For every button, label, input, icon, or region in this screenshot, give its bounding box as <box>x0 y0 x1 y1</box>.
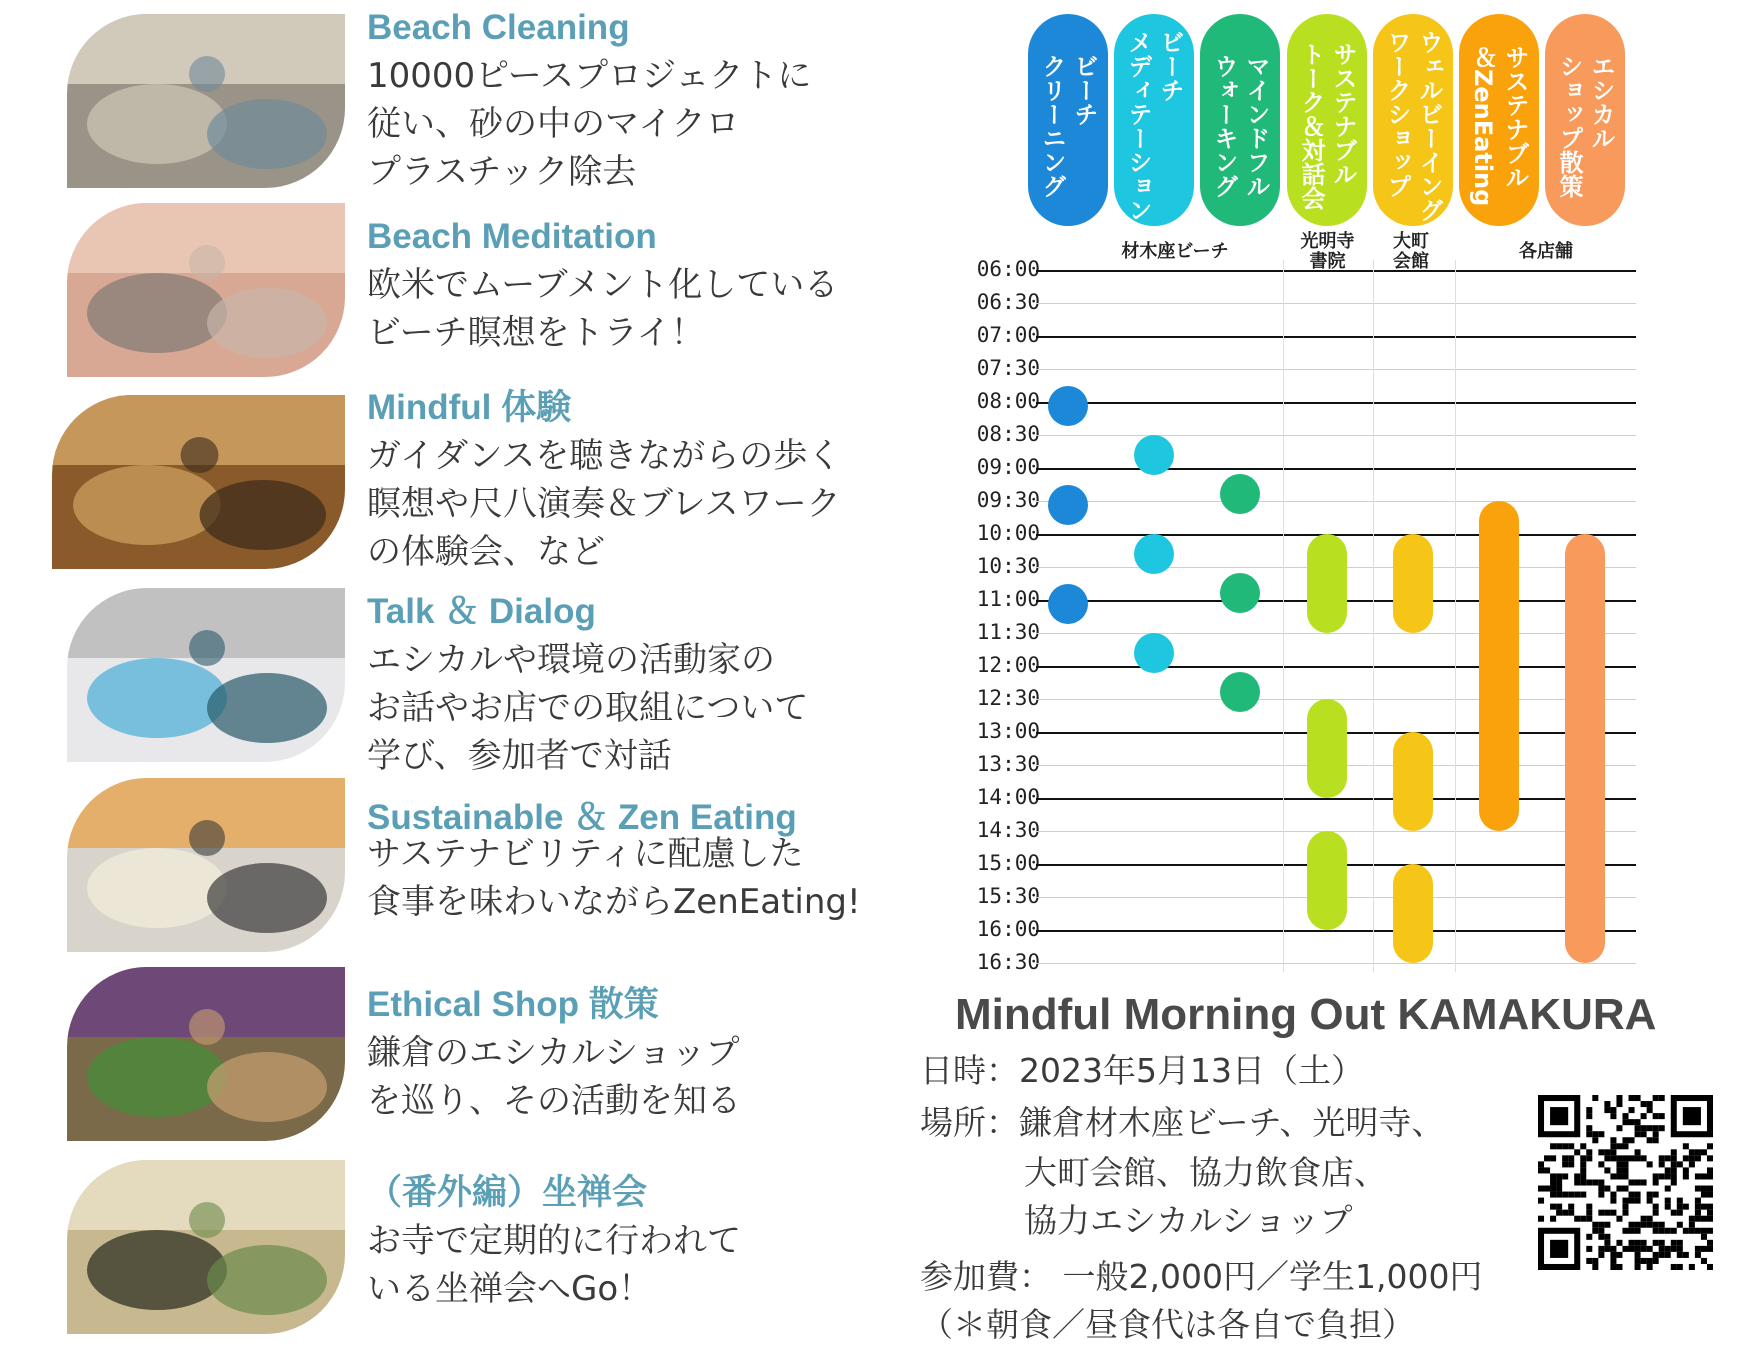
time-label: 06:30 <box>976 290 1040 314</box>
activity-description: お寺で定期的に行われて いる坐禅会へGo！ <box>367 1221 741 1309</box>
activity-title: Mindful 体験 <box>367 388 572 427</box>
activity-item <box>367 388 887 576</box>
qr-code-image[interactable] <box>1538 1095 1713 1270</box>
time-label: 12:30 <box>976 686 1040 710</box>
time-label: 15:30 <box>976 884 1040 908</box>
activity-description: 10000ピースプロジェクトに 従い、砂の中のマイクロ プラスチック除去 <box>367 56 812 192</box>
time-label: 06:00 <box>976 257 1040 281</box>
schedule-event-block <box>1134 435 1174 475</box>
category-label: ビーチ メディテーション <box>1124 30 1184 222</box>
time-label: 07:30 <box>976 356 1040 380</box>
activity-title: Beach Cleaning <box>367 8 630 47</box>
mindful-experience-photo <box>52 395 345 569</box>
time-label: 08:30 <box>976 422 1040 446</box>
activity-item <box>367 985 887 1125</box>
time-gridline <box>1036 633 1636 634</box>
schedule-category-header <box>1459 14 1539 226</box>
activity-description: エシカルや環境の活動家の お話やお店での取組について 学び、参加者で対話 <box>367 640 809 776</box>
schedule-category-header <box>1545 14 1625 226</box>
time-gridline <box>1036 468 1636 470</box>
venue-label: 各店舗 <box>1519 241 1573 262</box>
time-label: 15:00 <box>976 851 1040 875</box>
schedule-category-header <box>1373 14 1453 226</box>
time-gridline <box>1036 798 1636 800</box>
time-label: 07:00 <box>976 323 1040 347</box>
activity-item <box>367 217 887 357</box>
activity-title: Sustainable ＆ Zen Eating <box>367 798 797 837</box>
time-label: 09:30 <box>976 488 1040 512</box>
beach-meditation-photo <box>67 203 345 377</box>
venue-divider <box>1283 260 1284 972</box>
activity-description: 鎌倉のエシカルショップ を巡り、その活動を知る <box>367 1033 741 1121</box>
venue-label: 光明寺 書院 <box>1300 231 1355 272</box>
activity-description: サステナビリティに配慮した 食事を味わいながらZenEating! <box>367 834 861 922</box>
time-label: 14:30 <box>976 818 1040 842</box>
schedule-category-header <box>1287 14 1367 226</box>
schedule-event-block <box>1479 501 1519 831</box>
time-gridline <box>1036 336 1636 338</box>
activity-description: ガイダンスを聴きながらの歩く 瞑想や尺八演奏＆ブレスワーク の体験会、など <box>367 436 842 572</box>
event-place-line2: 大町会館、協力飲食店、 <box>1024 1153 1387 1192</box>
activity-item <box>367 592 887 780</box>
schedule-event-block <box>1307 534 1347 633</box>
schedule-event-block <box>1048 584 1088 624</box>
time-gridline <box>1036 303 1636 304</box>
zazen-photo <box>67 1160 345 1334</box>
category-label: ウェルビーイング ワークショップ <box>1383 30 1443 222</box>
schedule-category-header <box>1114 14 1194 226</box>
category-label: マインドフル ウォーキング <box>1210 54 1270 198</box>
schedule-event-block <box>1393 534 1433 633</box>
zen-eating-photo <box>67 778 345 952</box>
category-label: エシカル ショップ散策 <box>1555 54 1615 198</box>
activity-item <box>367 8 887 196</box>
time-label: 12:00 <box>976 653 1040 677</box>
time-label: 16:00 <box>976 917 1040 941</box>
time-gridline <box>1036 930 1636 932</box>
schedule-event-block <box>1134 633 1174 673</box>
event-fee: 参加費： 一般2,000円／学生1,000円 <box>920 1257 1483 1296</box>
activity-title: Beach Meditation <box>367 217 657 256</box>
event-place-line1: 場所：鎌倉材木座ビーチ、光明寺、 <box>920 1103 1445 1142</box>
schedule-event-block <box>1220 474 1260 514</box>
event-place-line3: 協力エシカルショップ <box>1024 1201 1353 1240</box>
activity-title: （番外編）坐禅会 <box>367 1173 648 1212</box>
time-label: 08:00 <box>976 389 1040 413</box>
time-gridline <box>1036 402 1636 404</box>
venue-divider <box>1455 260 1456 972</box>
schedule-event-block <box>1565 534 1605 963</box>
schedule-category-header <box>1200 14 1280 226</box>
event-title: Mindful Morning Out KAMAKURA <box>955 990 1657 1039</box>
time-label: 10:30 <box>976 554 1040 578</box>
time-gridline <box>1036 831 1636 832</box>
schedule-event-block <box>1048 386 1088 426</box>
schedule-event-block <box>1307 831 1347 930</box>
time-label: 11:00 <box>976 587 1040 611</box>
activity-description: 欧米でムーブメント化している ビーチ瞑想をトライ！ <box>367 265 839 353</box>
schedule-event-block <box>1307 699 1347 798</box>
schedule-event-block <box>1220 672 1260 712</box>
ethical-shop-photo <box>67 967 345 1141</box>
talk-dialog-photo <box>67 588 345 762</box>
beach-cleaning-photo <box>67 14 345 188</box>
time-label: 16:30 <box>976 950 1040 974</box>
schedule-category-header <box>1028 14 1108 226</box>
schedule-event-block <box>1134 534 1174 574</box>
activity-title: Talk ＆ Dialog <box>367 592 596 631</box>
time-gridline <box>1036 666 1636 668</box>
time-label: 10:00 <box>976 521 1040 545</box>
category-label: サステナブル トーク＆対話会 <box>1297 42 1357 210</box>
time-gridline <box>1036 501 1636 502</box>
activity-item <box>367 1173 887 1313</box>
schedule-event-block <box>1220 573 1260 613</box>
category-label: ビーチ クリーニング <box>1038 54 1098 198</box>
schedule-event-block <box>1393 732 1433 831</box>
time-gridline <box>1036 963 1636 964</box>
venue-label: 大町 会館 <box>1393 231 1429 272</box>
venue-label: 材木座ビーチ <box>1121 241 1229 262</box>
time-label: 14:00 <box>976 785 1040 809</box>
venue-divider <box>1373 260 1374 972</box>
activity-item <box>367 798 887 926</box>
category-label: サステナブル ＆ZenEating <box>1469 45 1529 207</box>
time-label: 13:00 <box>976 719 1040 743</box>
time-gridline <box>1036 435 1636 436</box>
activity-title: Ethical Shop 散策 <box>367 985 659 1024</box>
time-label: 09:00 <box>976 455 1040 479</box>
event-fee-note: （＊朝食／昼食代は各自で負担） <box>920 1305 1415 1344</box>
time-gridline <box>1036 270 1636 272</box>
schedule-event-block <box>1393 864 1433 963</box>
event-date: 日時：2023年5月13日（土） <box>920 1051 1364 1090</box>
time-label: 11:30 <box>976 620 1040 644</box>
time-gridline <box>1036 699 1636 700</box>
schedule-event-block <box>1048 485 1088 525</box>
time-gridline <box>1036 369 1636 370</box>
time-label: 13:30 <box>976 752 1040 776</box>
